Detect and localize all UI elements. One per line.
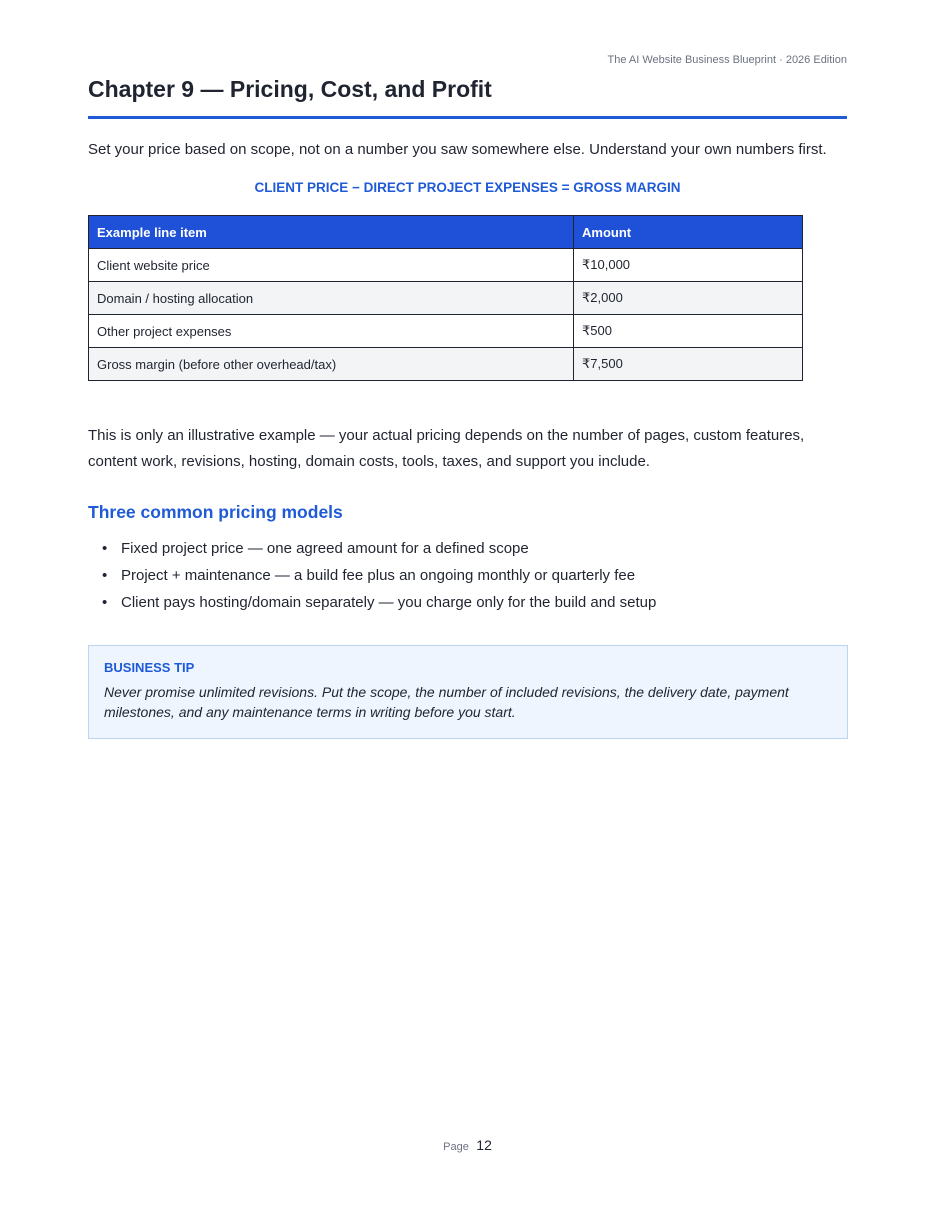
amount-cell: ₹7,500: [574, 348, 803, 381]
illustrative-note: This is only an illustrative example — your actual pricing depends on the number of pages, custom features, content work, revisions, hosting, domain costs, tools, taxes, and support you include.: [88, 427, 805, 470]
pricing-models-heading: Three common pricing models: [88, 502, 343, 522]
table-row: [89, 348, 803, 381]
running-header: The AI Website Business Blueprint · 2026 Edition: [607, 54, 847, 66]
page-footer: [0, 1137, 935, 1155]
tip-label: BUSINESS TIP: [104, 660, 195, 675]
list-item: [88, 535, 848, 562]
bullet-icon: •: [102, 567, 108, 584]
bullet-icon: •: [102, 540, 108, 557]
tip-text: Never promise unlimited revisions. Put the scope, the number of included revisions, the delivery date, payment milestones, and any maintenance terms in writing before you start.: [104, 684, 789, 720]
column-header-amount: Amount: [574, 216, 803, 249]
table-row: [89, 282, 803, 315]
chapter-title: Chapter 9 — Pricing, Cost, and Profit: [88, 76, 847, 119]
page-label: Page: [443, 1141, 469, 1153]
bullet-icon: •: [102, 594, 108, 611]
page-number: 12: [476, 1137, 492, 1153]
table-row: [89, 249, 803, 282]
list-item: [88, 589, 848, 616]
example-pricing-table: [88, 215, 803, 381]
table-header-row: [89, 216, 803, 249]
margin-formula: CLIENT PRICE − DIRECT PROJECT EXPENSES = GROSS MARGIN: [254, 180, 681, 195]
amount-cell: ₹500: [574, 315, 803, 348]
intro-paragraph: Set your price based on scope, not on a number you saw somewhere else. Understand your own numbers first.: [88, 141, 827, 158]
column-header-line-item: Example line item: [89, 216, 574, 249]
list-item-text: Client pays hosting/domain separately — you charge only for the build and setup: [121, 594, 657, 611]
line-item-cell: Client website price: [89, 249, 574, 282]
amount-cell: ₹10,000: [574, 249, 803, 282]
list-item-text: Fixed project price — one agreed amount for a defined scope: [121, 540, 529, 557]
line-item-cell: Gross margin (before other overhead/tax): [89, 348, 574, 381]
table-row: [89, 315, 803, 348]
amount-cell: ₹2,000: [574, 282, 803, 315]
list-item: [88, 562, 848, 589]
line-item-cell: Other project expenses: [89, 315, 574, 348]
pricing-models-list: [88, 535, 848, 616]
line-item-cell: Domain / hosting allocation: [89, 282, 574, 315]
list-item-text: Project + maintenance — a build fee plus an ongoing monthly or quarterly fee: [121, 567, 636, 584]
business-tip-callout: [88, 645, 848, 739]
